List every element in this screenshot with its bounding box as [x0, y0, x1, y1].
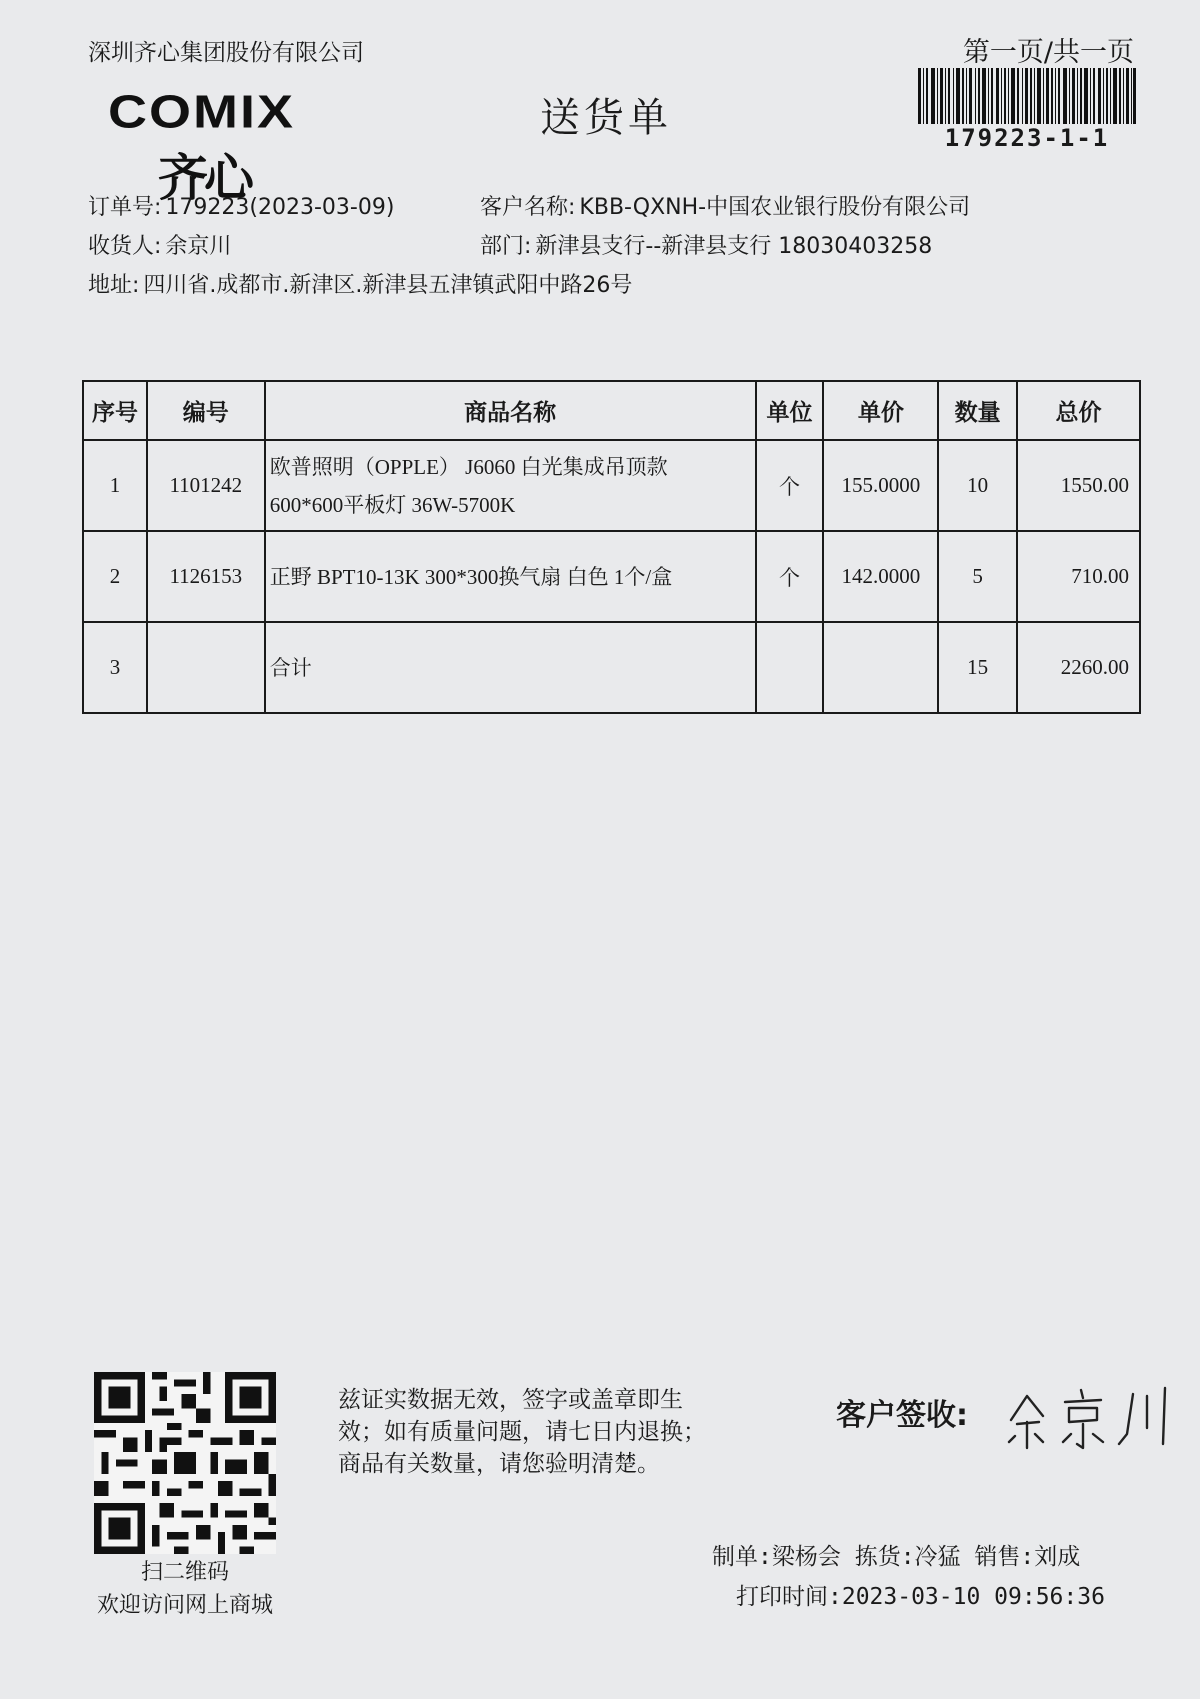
table-header-row	[83, 381, 1140, 440]
address-value: 四川省.成都市.新津区.新津县五津镇武阳中路26号	[143, 273, 633, 298]
receiver-label: 收货人:	[88, 234, 162, 259]
barcode-number: 179223-1-1	[944, 124, 1110, 152]
cell-total: 2260.00	[1017, 622, 1140, 713]
company-name: 深圳齐心集团股份有限公司	[88, 40, 364, 66]
notice-line: 效；如有质量问题，请七日内退换；	[338, 1419, 706, 1445]
customer-name	[480, 190, 970, 221]
cell-code: 1126153	[147, 531, 265, 622]
cell-quantity: 5	[938, 531, 1017, 622]
cell-unit: 个	[756, 531, 824, 622]
cell-quantity: 15	[938, 622, 1017, 713]
cell-total: 1550.00	[1017, 440, 1140, 531]
header-total: 总价	[1017, 381, 1140, 440]
document-title: 送货单	[540, 95, 672, 141]
table-row	[83, 531, 1140, 622]
handwritten-signature	[1005, 1382, 1175, 1452]
cell-unit-price: 142.0000	[823, 531, 938, 622]
items-table	[82, 380, 1141, 714]
cell-seq: 3	[83, 622, 147, 713]
barcode-image	[918, 68, 1136, 124]
product-name-line: 欧普照明（OPPLE） J6060 白光集成吊顶款	[269, 454, 668, 479]
staff-info: 制单:梁杨会 拣货:冷猛 销售:刘成	[712, 1544, 1081, 1570]
product-name-line: 600*600平板灯 36W-5700K	[269, 492, 516, 517]
cell-quantity: 10	[938, 440, 1017, 531]
cell-unit-price: 155.0000	[823, 440, 938, 531]
qr-caption-line: 欢迎访问网上商城	[96, 1593, 273, 1618]
header-code: 编号	[147, 381, 265, 440]
comix-logo-chinese: 齐心	[158, 149, 250, 207]
header-product-name: 商品名称	[265, 381, 756, 440]
cell-seq: 1	[83, 440, 147, 531]
cell-unit: 个	[756, 440, 824, 531]
cell-seq: 2	[83, 531, 147, 622]
notice-line: 兹证实数据无效，签字或盖章即生	[338, 1387, 683, 1413]
cell-product-name	[265, 622, 756, 713]
address	[88, 268, 632, 299]
cell-product-name	[265, 531, 756, 622]
header-quantity: 数量	[938, 381, 1017, 440]
comix-logo: COMIX	[108, 86, 296, 138]
qr-caption-line: 扫二维码	[140, 1560, 229, 1585]
qr-code-icon[interactable]	[94, 1372, 276, 1554]
receiver	[88, 229, 231, 260]
page-indicator: 第一页/共一页	[962, 37, 1134, 68]
cell-unit-price	[823, 622, 938, 713]
address-label: 地址:	[88, 273, 140, 298]
cell-code: 1101242	[147, 440, 265, 531]
customer-name-label: 客户名称:	[480, 195, 576, 220]
table-row	[83, 440, 1140, 531]
notice-line: 商品有关数量，请您验明清楚。	[338, 1451, 660, 1477]
header-unit-price: 单价	[823, 381, 938, 440]
order-number-value: 179223(2023-03-09)	[165, 195, 395, 220]
table-row-total	[83, 622, 1140, 713]
order-number-label: 订单号:	[88, 195, 162, 220]
cell-code	[147, 622, 265, 713]
product-name-line: 正野 BPT10-13K 300*300换气扇 白色 1个/盒	[269, 564, 673, 589]
cell-unit	[756, 622, 824, 713]
customer-signature-label: 客户签收:	[836, 1398, 968, 1433]
order-number	[88, 190, 394, 221]
cell-product-name	[265, 440, 756, 531]
customer-name-value: KBB-QXNH-中国农业银行股份有限公司	[579, 195, 971, 220]
print-time: 打印时间:2023-03-10 09:56:36	[736, 1584, 1105, 1610]
notice-text	[338, 1384, 758, 1480]
department-label: 部门:	[480, 234, 532, 259]
department	[480, 229, 932, 260]
qr-caption	[60, 1556, 310, 1622]
receiver-value: 余京川	[165, 234, 232, 259]
total-label: 合计	[269, 655, 312, 680]
cell-total: 710.00	[1017, 531, 1140, 622]
header-unit: 单位	[756, 381, 824, 440]
header-seq: 序号	[83, 381, 147, 440]
department-value: 新津县支行--新津县支行 18030403258	[535, 234, 933, 259]
